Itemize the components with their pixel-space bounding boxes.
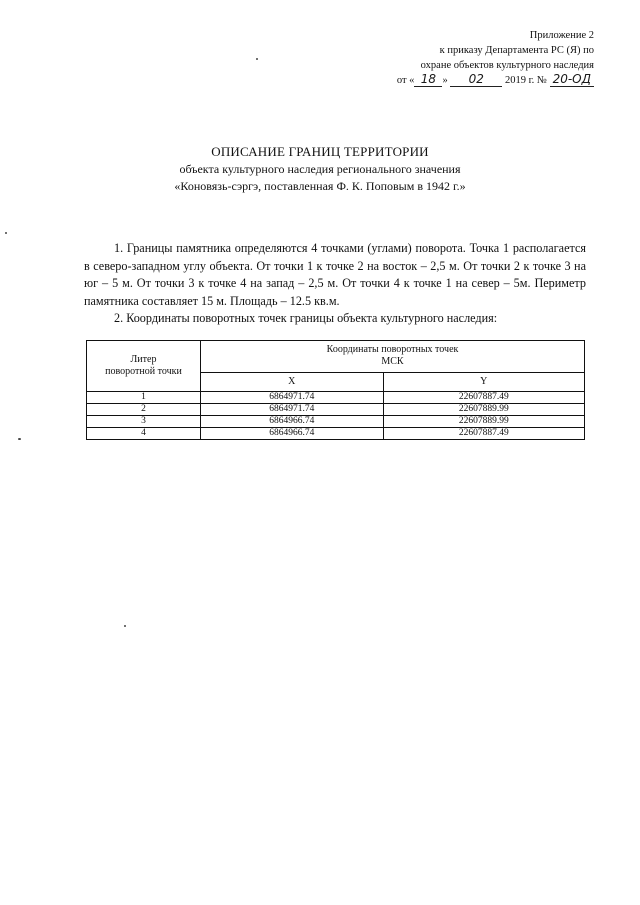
header-coords-line2: МСК <box>381 356 404 368</box>
cell-point: 3 <box>87 416 201 428</box>
header-y: Y <box>383 372 584 391</box>
cell-y: 22607887.49 <box>383 428 584 440</box>
date-year: 2019 г. № <box>504 75 547 86</box>
cell-x: 6864971.74 <box>201 404 384 416</box>
document-title: ОПИСАНИЕ ГРАНИЦ ТЕРРИТОРИИ <box>211 144 429 159</box>
scan-speck <box>18 438 21 440</box>
table-row <box>87 416 585 428</box>
cell-y: 22607889.99 <box>383 416 584 428</box>
scan-speck <box>124 625 126 627</box>
header-liter-line1: Литер <box>130 354 157 365</box>
date-day-handwritten: 18 <box>414 73 442 87</box>
table-row <box>87 428 585 440</box>
order-number-handwritten: 20-ОД <box>550 73 594 87</box>
appendix-header <box>397 28 594 88</box>
object-name: «Коновязь-сэргэ, поставленная Ф. К. Поповым в 1942 г.» <box>174 179 466 193</box>
scan-speck <box>5 232 7 234</box>
cell-x: 6864966.74 <box>201 428 384 440</box>
coordinates-table <box>86 340 585 440</box>
date-prefix: от « <box>396 75 415 86</box>
table-row <box>87 404 585 416</box>
date-month-handwritten: 02 <box>450 73 502 87</box>
header-liter-line2: поворотной точки <box>105 366 182 377</box>
header-point-letter <box>87 341 201 392</box>
date-mid: » <box>442 75 448 86</box>
header-x: X <box>201 372 384 391</box>
cell-point: 2 <box>87 404 201 416</box>
document-title-block <box>0 143 640 195</box>
cell-x: 6864966.74 <box>201 416 384 428</box>
paragraph-boundaries: 1. Границы памятника определяются 4 точками (углами) поворота. Точка 1 располагается в северо-западном углу объекта. От точки 1 к точке 2 на восток – 2,5 м. От точки 2 к точке 3 на юг – 5 м. От точки 3 к точке 4 на запад – 2,5 м. От точки 4 к точке 1 на север – 5м. Периметр памятника составляет 15 м. Площадь – 12.5 кв.м. <box>84 241 586 308</box>
table-row <box>87 392 585 404</box>
paragraph-coordinates-intro: 2. Координаты поворотных точек границы объекта культурного наследия: <box>114 311 498 326</box>
header-coordinates <box>201 341 585 373</box>
cell-y: 22607889.99 <box>383 404 584 416</box>
appendix-date-line <box>397 73 594 88</box>
appendix-order-ref: к приказу Департамента РС (Я) по <box>439 45 594 56</box>
table-header-row <box>87 341 585 373</box>
scan-speck <box>256 58 258 60</box>
cell-x: 6864971.74 <box>201 392 384 404</box>
document-subtitle: объекта культурного наследия регионального значения <box>179 162 461 176</box>
cell-point: 1 <box>87 392 201 404</box>
appendix-title: Приложение 2 <box>529 30 594 41</box>
cell-y: 22607887.49 <box>383 392 584 404</box>
cell-point: 4 <box>87 428 201 440</box>
document-body <box>84 240 586 328</box>
appendix-department: охране объектов культурного наследия <box>420 60 594 71</box>
header-coords-line1: Координаты поворотных точек <box>326 344 459 356</box>
